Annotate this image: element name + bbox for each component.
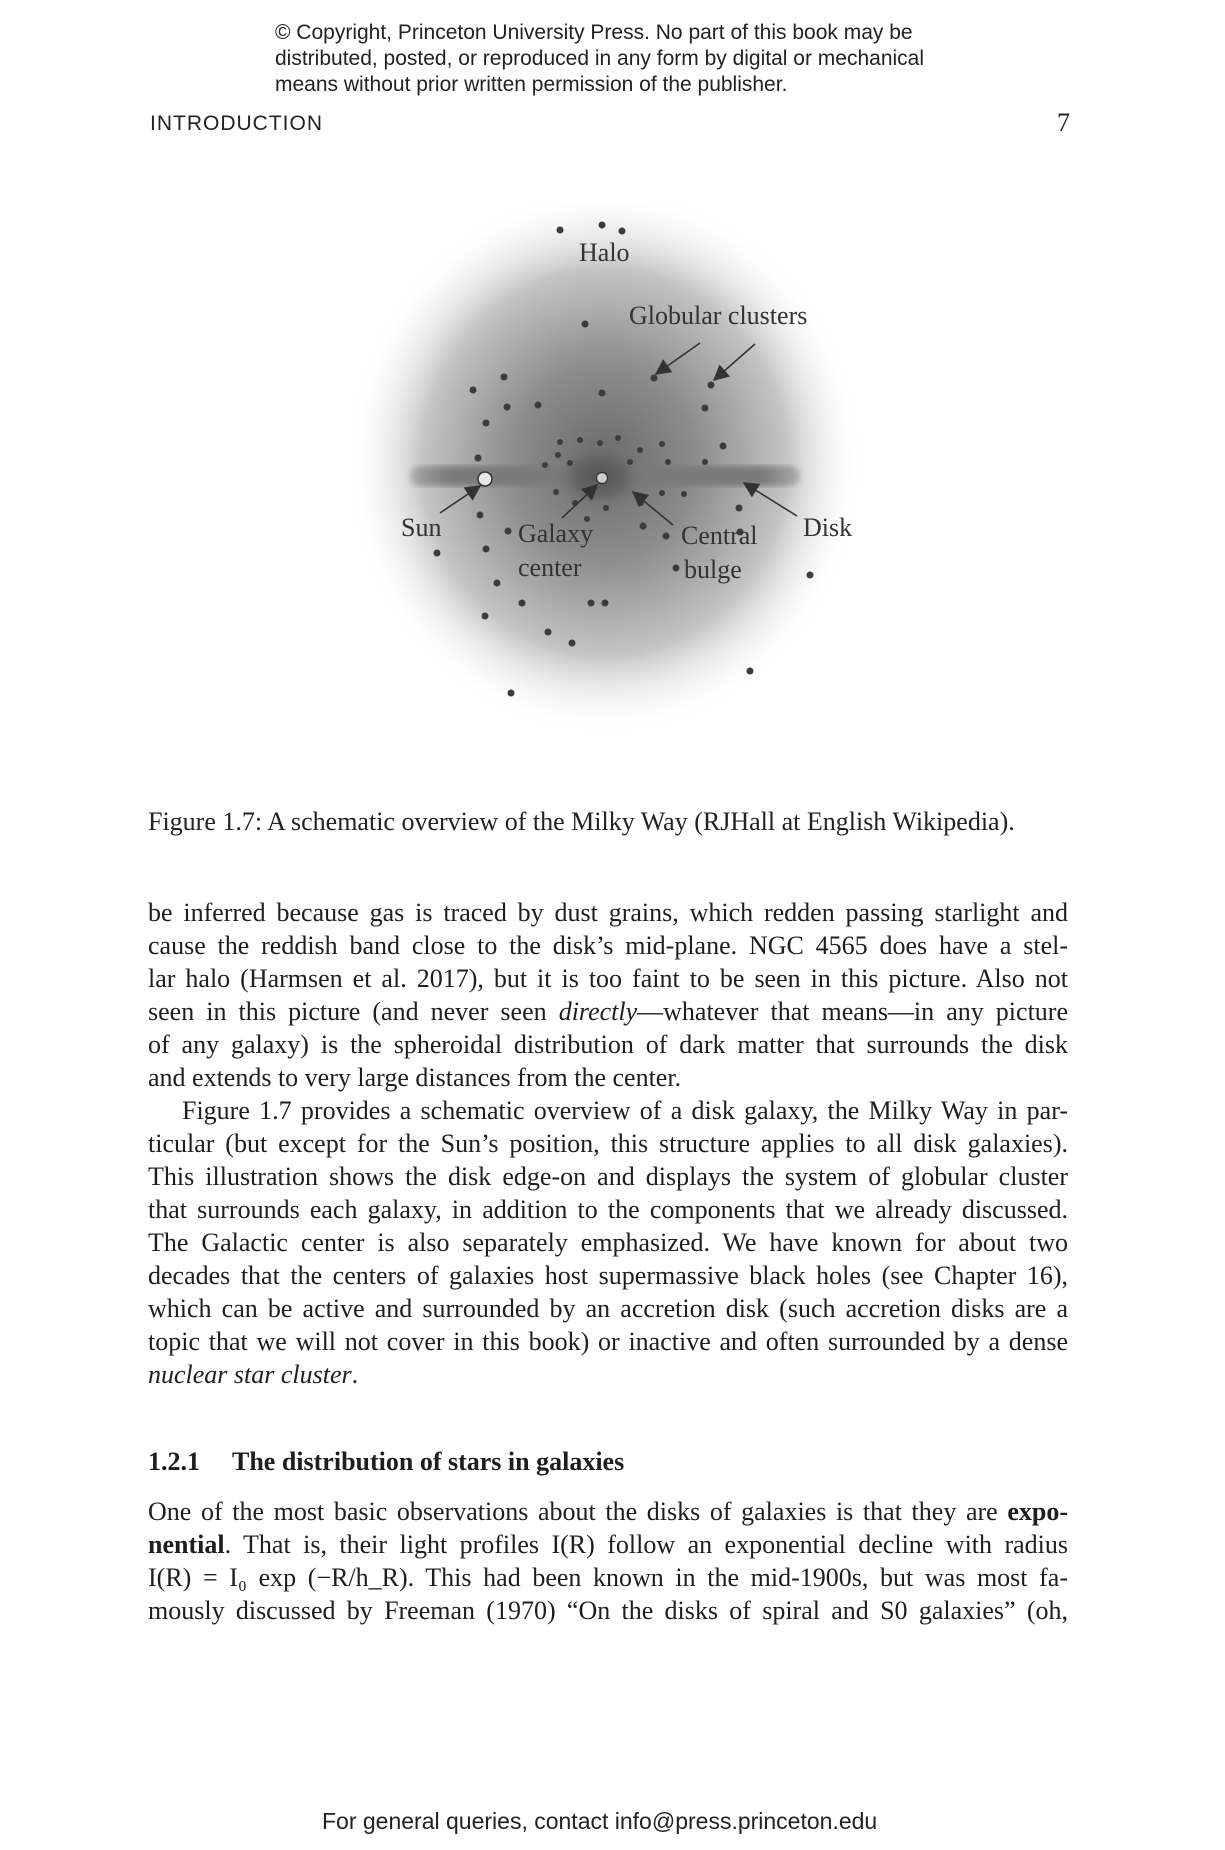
- copyright-line: distributed, posted, or reproduced in any form by digital or mechanical: [275, 47, 925, 70]
- section-number: 1.2.1: [148, 1447, 200, 1476]
- galaxy-center-marker: [597, 473, 608, 484]
- page-number: 7: [1057, 108, 1070, 137]
- text-line: be inferred because gas is traced by dust grains, which redden passing starlight and: [148, 898, 1068, 927]
- footer-contact: For general queries, contact info@press.princeton.edu: [322, 1808, 878, 1834]
- label-center: center: [518, 553, 582, 582]
- text-line: and extends to very large distances from the center.: [148, 1063, 682, 1092]
- label-bulge: bulge: [684, 555, 742, 584]
- text-line: I(R) = I₀ exp (−R/h_R). This had been known in the mid-1900s, but was most fa-: [148, 1563, 1068, 1592]
- text-line: which can be active and surrounded by an accretion disk (such accretion disks are a: [148, 1294, 1068, 1323]
- paragraph-1: [148, 896, 1068, 1094]
- paragraph-3: [148, 1495, 1068, 1627]
- label-sun: Sun: [401, 513, 442, 542]
- text-line: Figure 1.7 provides a schematic overview of a disk galaxy, the Milky Way in par-: [182, 1096, 1068, 1125]
- milky-way-figure: [0, 200, 1225, 760]
- text-line: nential. That is, their light profiles I(R) follow an exponential decline with radius: [148, 1530, 1068, 1559]
- label-disk: Disk: [803, 513, 853, 542]
- text-line: nuclear star cluster.: [148, 1360, 359, 1389]
- copyright-line: means without prior written permission of the publisher.: [275, 73, 788, 96]
- text-line: decades that the centers of galaxies host supermassive black holes (see Chapter 16),: [148, 1261, 1068, 1290]
- text-line: This illustration shows the disk edge-on and displays the system of globular cluster: [148, 1162, 1068, 1191]
- copyright-line: © Copyright, Princeton University Press. No part of this book may be: [275, 21, 913, 44]
- text-line: that surrounds each galaxy, in addition to the components that we already discussed.: [148, 1195, 1068, 1224]
- label-galaxy: Galaxy: [518, 519, 594, 548]
- text-line: mously discussed by Freeman (1970) “On the disks of spiral and S0 galaxies” (oh,: [148, 1596, 1068, 1625]
- text-line: cause the reddish band close to the disk’s mid-plane. NGC 4565 does have a stel-: [148, 931, 1068, 960]
- section-heading: [148, 1447, 624, 1477]
- milky-way-schematic: [0, 200, 1225, 760]
- label-globular-clusters: Globular clusters: [629, 301, 808, 330]
- text-line: ticular (but except for the Sun’s position, this structure applies to all disk galaxies).: [148, 1129, 1068, 1158]
- text-line: seen in this picture (and never seen directly—whatever that means—in any picture: [148, 997, 1068, 1026]
- label-halo: Halo: [579, 238, 630, 267]
- copyright-notice: [275, 20, 1035, 98]
- label-central: Central: [681, 521, 758, 550]
- figure-caption: Figure 1.7: A schematic overview of the Milky Way (RJHall at English Wikipedia).: [148, 807, 1015, 836]
- text-line: of any galaxy) is the spheroidal distribution of dark matter that surrounds the disk: [148, 1030, 1068, 1059]
- text-line: One of the most basic observations about the disks of galaxies is that they are expo-: [148, 1497, 1068, 1526]
- sun-marker: [478, 472, 492, 486]
- section-title: The distribution of stars in galaxies: [232, 1447, 625, 1476]
- text-line: lar halo (Harmsen et al. 2017), but it is too faint to be seen in this picture. Also not: [148, 964, 1068, 993]
- running-head: INTRODUCTION: [150, 112, 323, 135]
- text-line: topic that we will not cover in this book) or inactive and often surrounded by a dense: [148, 1327, 1068, 1356]
- paragraph-2: [148, 1094, 1068, 1391]
- text-line: The Galactic center is also separately emphasized. We have known for about two: [148, 1228, 1068, 1257]
